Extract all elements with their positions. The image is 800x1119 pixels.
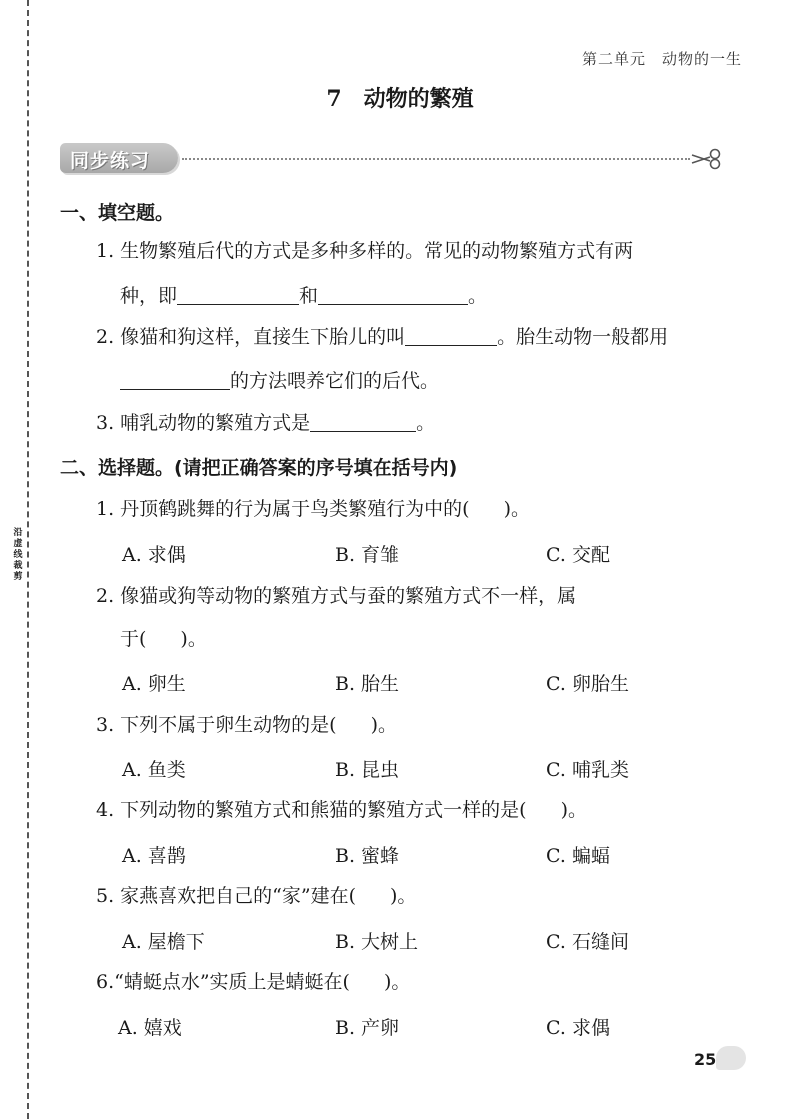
stem-text: )。 — [180, 628, 207, 650]
lesson-name: 动物的繁殖 — [363, 87, 474, 112]
answer-blank[interactable] — [318, 284, 468, 305]
choice-q4-option-c: C. 蝙蝠 — [546, 845, 610, 867]
dotted-rule — [182, 158, 690, 160]
q2-text-c: 的方法喂养它们的后代。 — [230, 370, 440, 392]
stem-text: 5. 家燕喜欢把自己的“家”建在( — [96, 885, 357, 907]
q2-text-a: 2. 像猫和狗这样，直接生下胎儿的叫 — [96, 326, 406, 348]
q1-line2 — [120, 283, 487, 309]
cut-instruction: 沿虚线裁剪 — [13, 528, 23, 582]
choice-q2-option-c: C. 卵胎生 — [546, 673, 629, 695]
stem-text: )。 — [390, 885, 417, 907]
choice-q3-stem — [96, 712, 397, 738]
choice-q1-option-a: A. 求偶 — [122, 544, 186, 566]
choice-q6-option-c: C. 求偶 — [546, 1017, 610, 1039]
choice-q4-option-b: B. 蜜蜂 — [335, 845, 400, 867]
choice-q2-option-a: A. 卵生 — [122, 673, 186, 695]
choice-q1-option-b: B. 育雏 — [335, 544, 400, 566]
q2-line2 — [120, 368, 439, 394]
choice-q1-stem — [96, 496, 530, 522]
scissors-icon — [690, 147, 724, 171]
section-choice-title: 二、选择题。(请把正确答案的序号填在括号内) — [60, 457, 458, 479]
q1-text-c: 。 — [468, 285, 488, 307]
stem-text: 于( — [120, 628, 147, 650]
answer-blank[interactable] — [310, 411, 416, 432]
stem-text: 1. 丹顶鹤跳舞的行为属于鸟类繁殖行为中的( — [96, 498, 470, 520]
choice-q3-option-b: B. 昆虫 — [335, 759, 400, 781]
practice-tag-label: 同步练习 — [70, 150, 151, 172]
lesson-title — [0, 82, 800, 113]
stem-text: 3. 下列不属于卵生动物的是( — [96, 714, 337, 736]
answer-blank[interactable] — [177, 284, 299, 305]
q2-line1 — [96, 324, 668, 350]
answer-blank[interactable] — [405, 325, 497, 346]
choice-q1-option-c: C. 交配 — [546, 544, 610, 566]
stem-text: )。 — [370, 714, 398, 736]
q1-line1: 1. 生物繁殖后代的方式是多种多样的。常见的动物繁殖方式有两 — [96, 240, 634, 262]
choice-q6-option-b: B. 产卵 — [335, 1017, 400, 1039]
q3-text-a: 3. 哺乳动物的繁殖方式是 — [96, 412, 311, 434]
unit-header: 第二单元 动物的一生 — [581, 50, 742, 68]
choice-q5-option-b: B. 大树上 — [335, 931, 419, 953]
choice-q3-option-c: C. 哺乳类 — [546, 759, 629, 781]
choice-q6-stem — [96, 969, 410, 995]
choice-q3-option-a: A. 鱼类 — [122, 759, 186, 781]
choice-q5-option-a: A. 屋檐下 — [122, 931, 205, 953]
choice-q2-stem: 2. 像猫或狗等动物的繁殖方式与蚕的繁殖方式不一样，属 — [96, 585, 577, 607]
answer-blank[interactable] — [120, 369, 230, 390]
cut-guide-line — [27, 0, 29, 1119]
q1-text-a: 种，即 — [120, 285, 178, 307]
stem-text: 4. 下列动物的繁殖方式和熊猫的繁殖方式一样的是( — [96, 799, 527, 821]
q3-line — [96, 410, 435, 436]
choice-q5-stem — [96, 883, 416, 909]
choice-q5-option-c: C. 石缝间 — [546, 931, 629, 953]
q3-text-b: 。 — [416, 412, 436, 434]
stem-text: )。 — [503, 498, 531, 520]
lesson-number: 7 — [326, 86, 342, 112]
page-number: 25 — [694, 1050, 717, 1069]
q1-text-b: 和 — [299, 285, 319, 307]
stem-text: )。 — [383, 971, 411, 993]
section-fill-blank-title: 一、填空题。 — [60, 202, 175, 224]
stem-text: 6.“蜻蜓点水”实质上是蜻蜓在( — [96, 971, 350, 993]
choice-q4-stem — [96, 797, 587, 823]
choice-q6-option-a: A. 嬉戏 — [118, 1017, 182, 1039]
q2-text-b: 。胎生动物一般都用 — [497, 326, 669, 348]
stem-text: )。 — [560, 799, 588, 821]
practice-tag — [60, 143, 178, 173]
choice-q4-option-a: A. 喜鹊 — [122, 845, 186, 867]
choice-q2-option-b: B. 胎生 — [335, 673, 400, 695]
choice-q2-stem-line2 — [120, 626, 207, 652]
